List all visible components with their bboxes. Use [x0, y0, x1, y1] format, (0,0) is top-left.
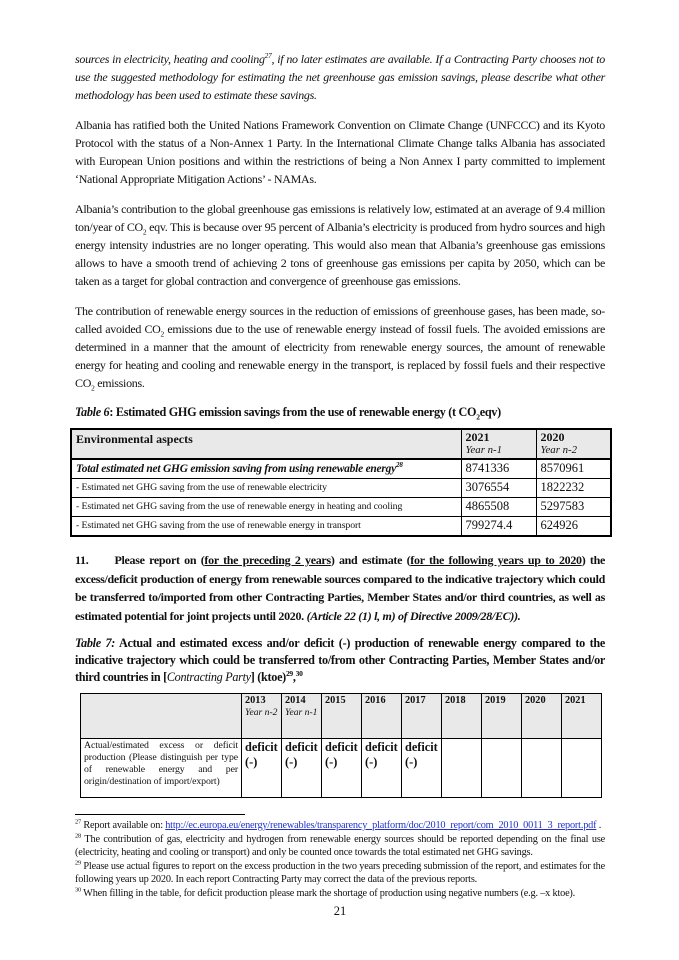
text-segment: 30 — [75, 886, 81, 894]
text-segment: Actual and estimated excess and/or deficit (-) production of renewable energy compared to the indicative trajectory which could be transferred to/from other Contracting Parties, Member States and/or third countries in [ — [75, 636, 605, 684]
text-segment: for the following years up to 2020 — [410, 553, 582, 567]
table7-header-2013 — [242, 694, 282, 739]
table7-header-2020 — [522, 694, 562, 739]
text-segment: eqv. This is because over 95 percent of Albania’s electricity is produced from hydro sources and high energy intensity industries are no longer operating. This would also mean that Albania’s greenhouse gas emissions allows to have a smooth trend of achieving 2 tons of greenhouse gas emissions per capita by 2050, which can be taken as a target for global contraction and convergence of greenhouse gas emissions. — [75, 220, 605, 288]
text-segment: ) the excess/deficit production of energy from renewable sources compared to the indicative trajectory which could be transferred to/imported from other Contracting Parties, Member States and/or third countries, as well as estimated potential for joint projects until 2020. — [75, 553, 605, 623]
table7-cell-2016: deficit (-) — [362, 739, 402, 798]
text-segment: , if no later estimates are available. If a Contracting Party chooses not to use the suggested methodology for estimating the net greenhouse gas emission savings, please describe what other methodology has been used to estimate these savings. — [75, 52, 605, 102]
text-segment: emissions. — [94, 376, 145, 390]
text-segment: , — [292, 670, 296, 684]
table7-header-2019 — [482, 694, 522, 739]
table6-header-2020-sub: Year n-2 — [540, 444, 577, 456]
table6-row-2020: 1822232 — [536, 479, 611, 498]
table6-row-2021: 799274.4 — [461, 517, 536, 537]
paragraph-avoided — [75, 302, 605, 392]
text-segment: 11. — [75, 553, 89, 567]
text-segment: The contribution of renewable energy sources in the reduction of emissions of greenhouse gases, has been made, so-called avoided CO — [75, 304, 605, 336]
table6-header-row — [71, 429, 611, 459]
text-segment: 28 — [396, 461, 403, 470]
table7-cell-2019 — [482, 739, 522, 798]
table7-year: 2015 — [325, 695, 346, 706]
text-segment: Table 6 — [75, 405, 110, 419]
text-segment: 2 — [160, 329, 164, 339]
table6-header-2021 — [461, 429, 536, 459]
question-11 — [75, 551, 605, 625]
text-segment: : Estimated GHG emission savings from the use of renewable energy (t CO — [109, 405, 477, 419]
footnote-27-link[interactable]: http://ec.europa.eu/energy/renewables/transparency_platform/doc/2010_report/com_2010_0011_3_report.pdf — [165, 820, 597, 831]
text-segment: Report available on: — [80, 820, 166, 831]
text-segment: 2 — [142, 227, 147, 237]
footnote-30 — [75, 887, 605, 901]
text-segment: 29 — [285, 668, 293, 678]
table7-year: 2017 — [405, 695, 426, 706]
footnote-27 — [75, 819, 605, 833]
table6-header-2021-sub: Year n-1 — [465, 444, 502, 456]
table7-year: 2013 — [245, 695, 266, 706]
table7-header-2015 — [322, 694, 362, 739]
table6-row-label: - Estimated net GHG saving from the use of renewable energy in heating and cooling — [71, 498, 461, 517]
table6-total-2021: 8741336 — [461, 459, 536, 479]
paragraph-unfccc: Albania has ratified both the United Nations Framework Convention on Climate Change (UNFCCC) and its Kyoto Protocol with the status of a Non-Annex 1 Party. In the International Climate Change talks Albania has associated with European Union positions and within the restrictions of being a Non Annex I party committed to implement ‘National Appropriate Mitigation Actions’ - NAMAs. — [75, 118, 605, 186]
table7-year: 2018 — [445, 695, 466, 706]
text-segment: Please report on ( — [114, 553, 205, 567]
table7-header-2018 — [442, 694, 482, 739]
text-segment: Albania’s contribution to the global greenhouse gas emissions is relatively low, estimated at an average of 9.4 million ton/year of CO — [75, 202, 605, 234]
text-segment: 29 — [75, 859, 81, 867]
table7-cell-2021 — [562, 739, 602, 798]
table7-cell-2018 — [442, 739, 482, 798]
table7-header-2016 — [362, 694, 402, 739]
text-segment: 30 — [295, 668, 303, 678]
text-segment: Contracting Party — [166, 670, 251, 684]
table7-year: 2019 — [485, 695, 506, 706]
text-segment: emissions due to the use of renewable energy instead of fossil fuels. The avoided emissions are determined in a manner that the amount of electricity from renewable energy sources, the amount of renewable energy for heating and cooling and renewable energy in the transport, is replaced by fossil fuels and their respective CO — [75, 322, 606, 390]
table6-header-2020 — [536, 429, 611, 459]
text-segment: Please use actual figures to report on the excess production in the two years preceding submission of the report, and estimates for the following years up 2020. In each report Contracting Party may correct the data of the previous reports. — [75, 860, 605, 886]
page-number: 21 — [333, 903, 347, 918]
table6-header-aspects: Environmental aspects — [71, 429, 461, 459]
text-segment: 28 — [75, 832, 81, 840]
text-segment: Table 7: — [75, 636, 116, 650]
text-segment: ) and estimate ( — [330, 553, 411, 567]
table7-yearsub: Year n-2 — [245, 707, 278, 718]
text-segment: for the preceding 2 years — [204, 553, 331, 567]
ghg-savings-table — [70, 428, 612, 537]
table-row — [71, 479, 611, 498]
table6-row-2021: 3076554 — [461, 479, 536, 498]
table6-row-2021: 4865508 — [461, 498, 536, 517]
table7-cell-2014: deficit (-) — [282, 739, 322, 798]
table7-caption — [75, 635, 605, 686]
table-row — [71, 459, 611, 479]
text-segment: . — [596, 820, 602, 831]
table7-cell-2020 — [522, 739, 562, 798]
table7-year: 2016 — [365, 695, 386, 706]
table7-header-2017 — [402, 694, 442, 739]
text-segment: The contribution of gas, electricity and hydrogen from renewable energy sources should be reported depending on the final use (electricity, heating and cooling or transport) and only be counted once towards the total estimated net GHG savings. — [75, 833, 605, 859]
table-row — [71, 517, 611, 537]
text-segment: eqv) — [479, 405, 501, 419]
table7-cell-2017: deficit (-) — [402, 739, 442, 798]
table7-row-label: Actual/estimated excess or deficit production (Please distinguish per type of renewable energy and per origin/destination of import/export) — [81, 739, 242, 798]
text-segment: When filling in the table, for deficit production please mark the shortage of production using negative numbers (e.g. –x ktoe). — [80, 887, 576, 899]
paragraph-contribution — [75, 200, 605, 290]
table7-year: 2021 — [565, 695, 586, 706]
text-segment: ] (ktoe) — [250, 670, 286, 684]
deficit-table — [80, 693, 602, 798]
text-segment: Total estimated net GHG emission saving from using renewable energy — [76, 463, 396, 475]
footnote-28 — [75, 833, 605, 860]
text-segment: 2 — [91, 383, 95, 393]
table6-row-label: - Estimated net GHG saving from the use of renewable energy in transport — [71, 517, 461, 537]
table7-cell-2015: deficit (-) — [322, 739, 362, 798]
table7-year: 2020 — [525, 695, 546, 706]
table6-header-2021-year: 2021 — [465, 430, 490, 444]
text-segment: 27 — [264, 51, 272, 60]
footnote-separator — [75, 814, 245, 815]
table6-row-2020: 5297583 — [536, 498, 611, 517]
table-row — [81, 739, 602, 798]
table6-header-2020-year: 2020 — [540, 430, 565, 444]
text-segment: 27 — [75, 818, 81, 826]
table7-header-2021 — [562, 694, 602, 739]
table7-header-empty — [81, 694, 242, 739]
paragraph-intro — [75, 50, 605, 104]
text-segment: sources in electricity, heating and cooling — [75, 52, 265, 66]
table-row — [71, 498, 611, 517]
table7-yearsub: Year n-1 — [285, 707, 318, 718]
table6-caption — [75, 404, 605, 421]
table7-cell-2013: deficit (-) — [242, 739, 282, 798]
table6-total-label — [71, 459, 461, 479]
table7-year: 2014 — [285, 695, 306, 706]
text-segment: 2 — [476, 412, 480, 422]
table7-header-row — [81, 694, 602, 739]
table6-total-2020: 8570961 — [536, 459, 611, 479]
table6-row-label: - Estimated net GHG saving from the use of renewable electricity — [71, 479, 461, 498]
table7-header-2014 — [282, 694, 322, 739]
table6-row-2020: 624926 — [536, 517, 611, 537]
text-segment: (Article 22 (1) l, m) of Directive 2009/28/EC)). — [306, 608, 521, 623]
footnote-29 — [75, 860, 605, 887]
